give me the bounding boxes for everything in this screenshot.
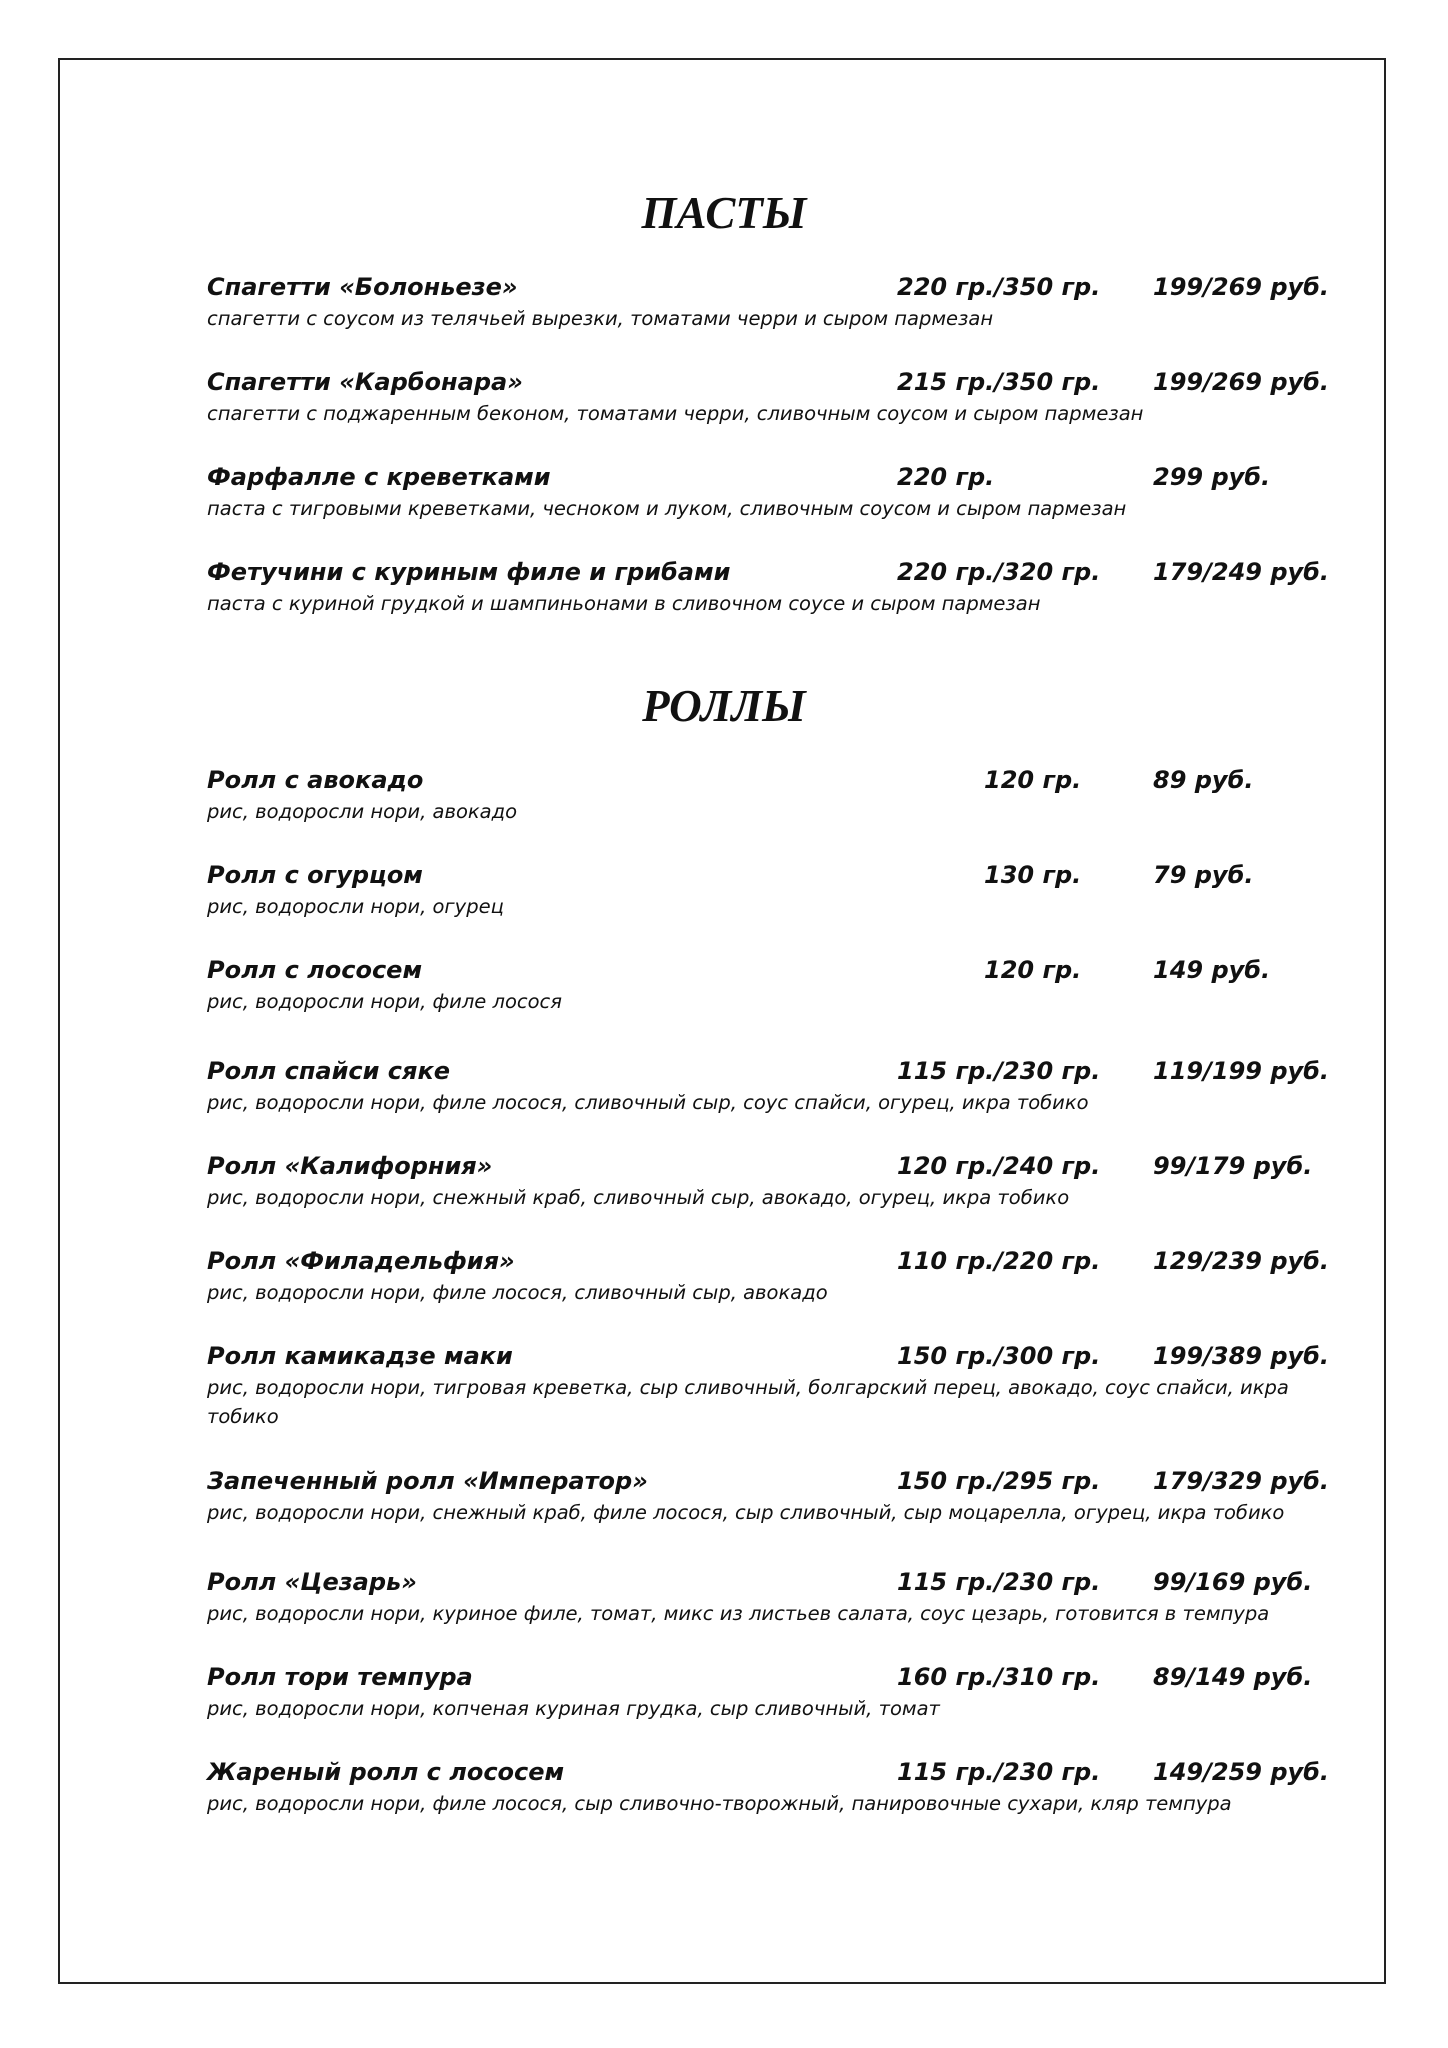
menu-item bbox=[207, 953, 1327, 1016]
item-description: паста с куриной грудкой и шампиньонами в сливочном соусе и сыром пармезан bbox=[207, 592, 1041, 615]
item-name: Спагетти «Болоньезе» bbox=[207, 273, 518, 301]
item-weight: 150 гр./300 гр. bbox=[897, 1342, 1101, 1370]
item-name: Ролл с огурцом bbox=[207, 861, 423, 889]
item-weight: 150 гр./295 гр. bbox=[897, 1467, 1101, 1495]
item-description: рис, водоросли нори, филе лосося, сливочный сыр, авокадо bbox=[207, 1281, 828, 1304]
item-name: Ролл «Филадельфия» bbox=[207, 1247, 515, 1275]
item-weight: 110 гр./220 гр. bbox=[897, 1247, 1101, 1275]
menu-item bbox=[207, 1244, 1330, 1307]
menu-item bbox=[207, 1149, 1327, 1212]
item-price: 199/389 руб. bbox=[1153, 1342, 1330, 1370]
item-description: рис, водоросли нори, филе лосося, сыр сливочно-творожный, панировочные сухари, кляр темпура bbox=[207, 1792, 1232, 1815]
item-weight: 115 гр./230 гр. bbox=[897, 1057, 1101, 1085]
item-price: 149 руб. bbox=[1153, 956, 1271, 984]
item-weight: 160 гр./310 гр. bbox=[897, 1663, 1101, 1691]
item-name: Ролл «Калифорния» bbox=[207, 1152, 493, 1180]
item-price: 79 руб. bbox=[1153, 861, 1254, 889]
item-weight: 115 гр./230 гр. bbox=[897, 1568, 1101, 1596]
item-description: рис, водоросли нори, филе лосося, сливочный сыр, соус спайси, огурец, икра тобико bbox=[207, 1091, 1089, 1114]
item-name: Ролл спайси сяке bbox=[207, 1057, 451, 1085]
item-price: 199/269 руб. bbox=[1153, 273, 1330, 301]
menu-item bbox=[207, 1339, 1330, 1431]
item-description: рис, водоросли нори, снежный краб, филе лосося, сыр сливочный, сыр моцарелла, огурец, икра тобико bbox=[207, 1501, 1285, 1524]
menu-item bbox=[207, 1755, 1330, 1818]
item-name: Фарфалле с креветками bbox=[207, 463, 551, 491]
item-price: 179/249 руб. bbox=[1153, 558, 1330, 586]
item-price: 299 руб. bbox=[1153, 463, 1271, 491]
item-weight: 115 гр./230 гр. bbox=[897, 1758, 1101, 1786]
menu-item bbox=[207, 1565, 1327, 1628]
item-weight: 120 гр. bbox=[984, 956, 1082, 984]
item-description: рис, водоросли нори, куриное филе, томат, микс из листьев салата, соус цезарь, готовится в темпура bbox=[207, 1602, 1270, 1625]
item-description: рис, водоросли нори, снежный краб, сливочный сыр, авокадо, огурец, икра тобико bbox=[207, 1186, 1070, 1209]
item-weight: 120 гр./240 гр. bbox=[897, 1152, 1101, 1180]
item-weight: 220 гр./320 гр. bbox=[897, 558, 1101, 586]
item-name: Жареный ролл с лососем bbox=[207, 1758, 565, 1786]
item-weight: 220 гр. bbox=[897, 463, 995, 491]
item-price: 89/149 руб. bbox=[1153, 1663, 1313, 1691]
item-description: рис, водоросли нори, огурец bbox=[207, 895, 504, 918]
item-price: 149/259 руб. bbox=[1153, 1758, 1330, 1786]
item-name: Фетучини с куриным филе и грибами bbox=[207, 558, 731, 586]
section-title-pasta: ПАСТЫ bbox=[641, 188, 807, 238]
item-description: паста с тигровыми креветками, чесноком и луком, сливочным соусом и сыром пармезан bbox=[207, 497, 1127, 520]
item-description: рис, водоросли нори, копченая куриная грудка, сыр сливочный, томат bbox=[207, 1697, 940, 1720]
item-name: Ролл с лососем bbox=[207, 956, 423, 984]
item-price: 89 руб. bbox=[1153, 766, 1254, 794]
menu-item bbox=[207, 763, 1327, 826]
menu-item bbox=[207, 1464, 1330, 1527]
menu-item bbox=[207, 555, 1330, 618]
menu-item bbox=[207, 460, 1327, 523]
item-weight: 215 гр./350 гр. bbox=[897, 368, 1101, 396]
item-name: Запеченный ролл «Император» bbox=[207, 1467, 648, 1495]
item-name: Спагетти «Карбонара» bbox=[207, 368, 523, 396]
item-price: 119/199 руб. bbox=[1153, 1057, 1330, 1085]
menu-item bbox=[207, 1660, 1327, 1723]
item-price: 99/169 руб. bbox=[1153, 1568, 1313, 1596]
item-description: рис, водоросли нори, тигровая креветка, сыр сливочный, болгарский перец, авокадо, соус спайси, икра тобико bbox=[207, 1376, 1289, 1428]
item-price: 179/329 руб. bbox=[1153, 1467, 1330, 1495]
menu-item bbox=[207, 270, 1330, 333]
section-title-rolls: РОЛЛЫ bbox=[642, 681, 806, 731]
item-description: рис, водоросли нори, авокадо bbox=[207, 800, 518, 823]
item-name: Ролл камикадзе маки bbox=[207, 1342, 513, 1370]
item-name: Ролл тори темпура bbox=[207, 1663, 473, 1691]
item-price: 199/269 руб. bbox=[1153, 368, 1330, 396]
item-price: 129/239 руб. bbox=[1153, 1247, 1330, 1275]
menu-item bbox=[207, 365, 1330, 428]
menu-item bbox=[207, 1054, 1330, 1117]
item-weight: 220 гр./350 гр. bbox=[897, 273, 1101, 301]
item-description: спагетти с соусом из телячьей вырезки, томатами черри и сыром пармезан bbox=[207, 307, 994, 330]
item-description: рис, водоросли нори, филе лосося bbox=[207, 990, 562, 1013]
item-name: Ролл с авокадо bbox=[207, 766, 424, 794]
item-price: 99/179 руб. bbox=[1153, 1152, 1313, 1180]
menu-item bbox=[207, 858, 1327, 921]
item-description: спагетти с поджаренным беконом, томатами черри, сливочным соусом и сыром пармезан bbox=[207, 402, 1144, 425]
item-weight: 130 гр. bbox=[984, 861, 1082, 889]
item-name: Ролл «Цезарь» bbox=[207, 1568, 417, 1596]
item-weight: 120 гр. bbox=[984, 766, 1082, 794]
